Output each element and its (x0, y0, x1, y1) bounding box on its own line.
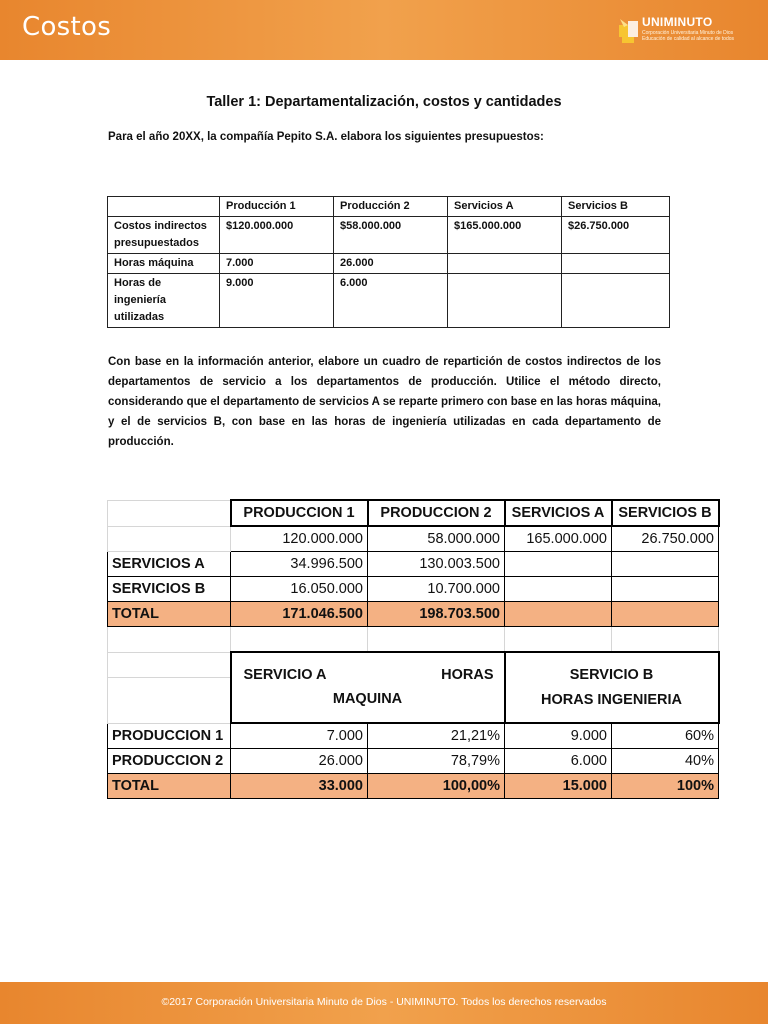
budget-header-cell: Producción 2 (334, 197, 448, 217)
budget-row-label: Costos indirectos presupuestados (108, 217, 220, 254)
sheet-cell: 165.000.000 (505, 526, 612, 552)
section-title: Costos (22, 12, 112, 42)
sheet-cell: 34.996.500 (231, 552, 368, 577)
sheet-cell (505, 602, 612, 627)
sheet-cell: 7.000 (231, 723, 368, 749)
sheet-cell: 100% (612, 774, 719, 799)
sheet-cell (612, 577, 719, 602)
sheet-row-label: PRODUCCION 1 (108, 723, 231, 749)
budget-header-row (108, 197, 670, 217)
sheet-empty-cell (108, 627, 231, 653)
horas-ingenieria-label: HORAS INGENIERIA (541, 691, 682, 708)
servicio-a-horas-maquina-header (231, 652, 505, 723)
sheet-cell (505, 577, 612, 602)
servicio-b-horas-ingenieria-header (505, 652, 719, 723)
sheet-base-row (108, 526, 719, 552)
servicio-a-label: SERVICIO A (243, 666, 327, 683)
sheet-cell: 58.000.000 (368, 526, 505, 552)
budget-cell: 6.000 (334, 274, 448, 328)
sheet-cell: 100,00% (368, 774, 505, 799)
budget-row-label: Horas de ingeniería utilizadas (108, 274, 220, 328)
budget-header-cell: Servicios B (562, 197, 670, 217)
sheet-row-label: TOTAL (108, 774, 231, 799)
copyright-text: ©2017 Corporación Universitaria Minuto de Dios - UNIMINUTO. Todos los derechos reservados (161, 996, 607, 1008)
sheet-cell: 130.003.500 (368, 552, 505, 577)
horas-label: HORAS (441, 666, 494, 683)
sheet-cell: 33.000 (231, 774, 368, 799)
budget-cell: $120.000.000 (220, 217, 334, 254)
sheet-empty-cell (505, 627, 612, 653)
budget-cell: 26.000 (334, 254, 448, 274)
page-footer (0, 982, 768, 1024)
sheet-spacer-row (108, 627, 719, 653)
sheet-cell: 60% (612, 723, 719, 749)
budget-header-cell (108, 197, 220, 217)
budget-header-cell: Servicios A (448, 197, 562, 217)
budget-header-cell: Producción 1 (220, 197, 334, 217)
intro-paragraph: Para el año 20XX, la compañía Pepito S.A. elabora los siguientes presupuestos: (108, 131, 544, 143)
logo-tagline-2: Educación de calidad al alcance de todos (642, 36, 735, 42)
instructions-paragraph: Con base en la información anterior, elabore un cuadro de repartición de costos indirectos de los departamentos de servicio a los departamentos de producción. Utilice el método directo, considerando que el departamento de servicios A se reparte primero con base en las horas máquina, y el de servicios B, con base en las horas de ingeniería utilizadas en cada departamento de producción. (108, 356, 661, 448)
sheet-header-row (108, 500, 719, 526)
sheet-cell (505, 552, 612, 577)
allocation-sheet (107, 499, 720, 799)
sheet-header-produccion-2: PRODUCCION 2 (368, 500, 505, 526)
sheet-bases-total-row (108, 774, 719, 799)
sheet-cell: 120.000.000 (231, 526, 368, 552)
sheet-allocation-row (108, 577, 719, 602)
budget-cell: $165.000.000 (448, 217, 562, 254)
sheet-header-servicios-b: SERVICIOS B (612, 500, 719, 526)
budget-cell: 9.000 (220, 274, 334, 328)
sheet-cell: 171.046.500 (231, 602, 368, 627)
sheet-empty-cell (108, 677, 231, 723)
sheet-bases-row (108, 723, 719, 749)
sheet-cell: 198.703.500 (368, 602, 505, 627)
budget-table (107, 196, 670, 328)
uniminuto-logo (618, 13, 740, 47)
budget-cell: 7.000 (220, 254, 334, 274)
sheet-cell: 10.700.000 (368, 577, 505, 602)
budget-cell (562, 274, 670, 328)
sheet-cell: 15.000 (505, 774, 612, 799)
sheet-empty-cell (108, 526, 231, 552)
servicio-b-label: SERVICIO B (569, 666, 654, 683)
sheet-cell (612, 602, 719, 627)
sheet-allocation-row (108, 552, 719, 577)
sheet-cell: 21,21% (368, 723, 505, 749)
budget-cell: $26.750.000 (562, 217, 670, 254)
sheet-cell: 16.050.000 (231, 577, 368, 602)
sheet-bases-row (108, 749, 719, 774)
budget-cell: $58.000.000 (334, 217, 448, 254)
budget-row (108, 217, 670, 254)
sheet-row-label: SERVICIOS B (108, 577, 231, 602)
budget-cell (562, 254, 670, 274)
sheet-bases-header-row (108, 652, 719, 677)
sheet-empty-cell (368, 627, 505, 653)
sheet-header-servicios-a: SERVICIOS A (505, 500, 612, 526)
logo-brand: UNIMINUTO (642, 15, 713, 29)
sheet-cell: 40% (612, 749, 719, 774)
document-title: Taller 1: Departamentalización, costos y cantidades (206, 94, 562, 110)
budget-row-label: Horas máquina (108, 254, 220, 274)
budget-row (108, 254, 670, 274)
sheet-empty-cell (231, 627, 368, 653)
sheet-cell: 26.000 (231, 749, 368, 774)
budget-cell (448, 254, 562, 274)
sheet-empty-cell (612, 627, 719, 653)
sheet-cell: 9.000 (505, 723, 612, 749)
budget-row (108, 274, 670, 328)
maquina-label: MAQUINA (332, 690, 403, 707)
page-header (0, 0, 768, 60)
logo-mark-icon (618, 15, 640, 45)
sheet-cell (612, 552, 719, 577)
sheet-cell: 26.750.000 (612, 526, 719, 552)
sheet-row-label: PRODUCCION 2 (108, 749, 231, 774)
sheet-empty-cell (108, 652, 231, 677)
budget-cell (448, 274, 562, 328)
logo-tagline-1: Corporación Universitaria Minuto de Dios (642, 30, 734, 36)
sheet-cell: 78,79% (368, 749, 505, 774)
sheet-total-row (108, 602, 719, 627)
sheet-empty-cell (108, 500, 231, 526)
sheet-row-label: TOTAL (108, 602, 231, 627)
sheet-header-produccion-1: PRODUCCION 1 (231, 500, 368, 526)
sheet-row-label: SERVICIOS A (108, 552, 231, 577)
sheet-cell: 6.000 (505, 749, 612, 774)
